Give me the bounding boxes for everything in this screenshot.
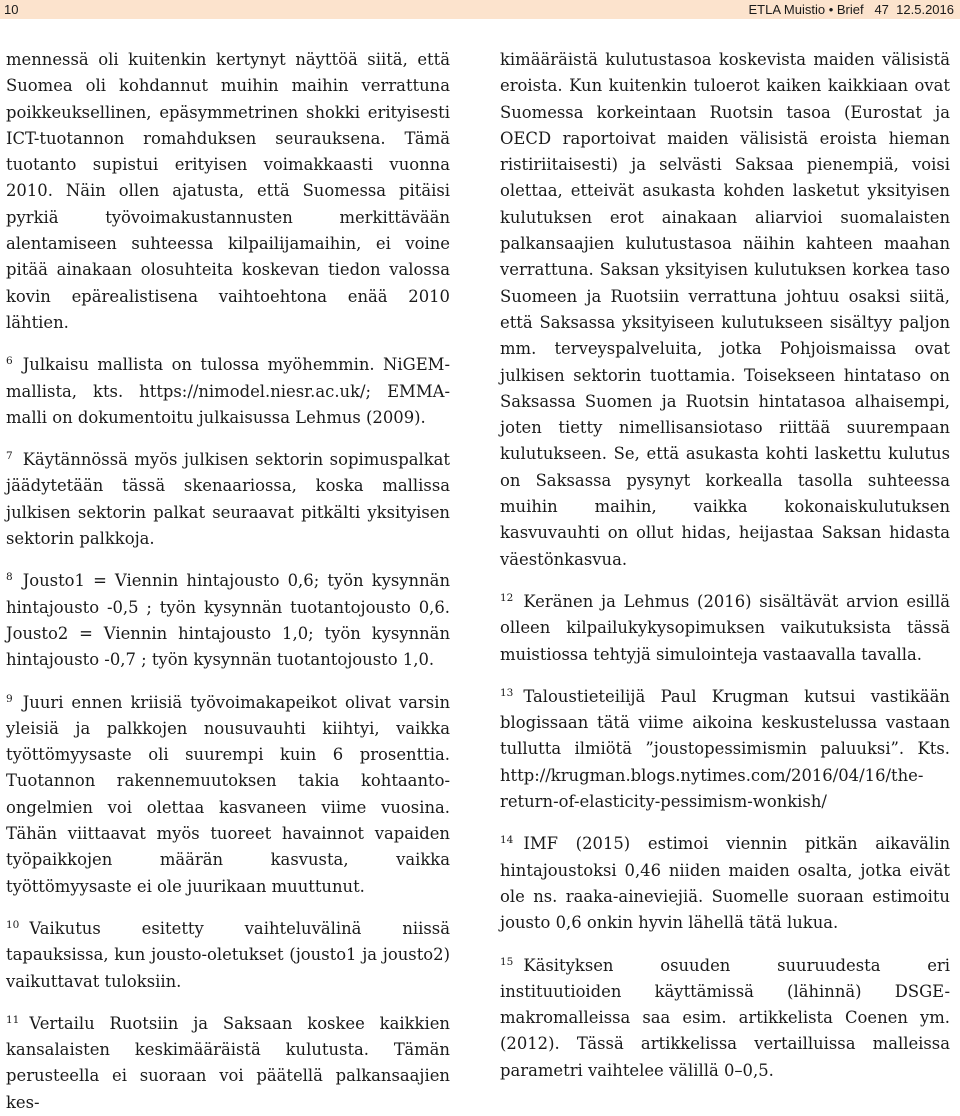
page-number: 10 — [4, 2, 19, 17]
footnote-13 — [500, 684, 950, 815]
publication-name: ETLA Muistio • Brief — [748, 2, 864, 17]
footnote-9 — [6, 690, 450, 900]
footnote-15 — [500, 953, 950, 1084]
right-column — [500, 47, 950, 1084]
footnote-text: Vertailu Ruotsiin ja Saksaan koskee kaikkien kansalaisten keskimääräistä kulutusta. Tämän perusteella ei suoraan voi päätellä palkansaajien kes- — [6, 1013, 450, 1112]
footnote-14 — [500, 831, 950, 936]
publication-date: 12.5.2016 — [896, 2, 954, 17]
footnote-number: 10 — [6, 918, 20, 931]
footnote-text: Käytännössä myös julkisen sektorin sopimuspalkat jäädytetään tässä skenaariossa, koska mallissa julkisen sektorin palkat seuraavat pitkälti yksityisen sektorin palkkoja. — [6, 450, 450, 549]
footnote-text: Juuri ennen kriisiä työvoimakapeikot olivat varsin yleisiä ja palkkojen nousuvauhti kiihtyi, vaikka työttömyysaste oli suurempi kuin 6 prosenttia. Tuotannon rakennemuutoksen takia kohtaanto-ongelmien voi olettaa kasvaneen viime vuosina. Tähän viittaavat myös tuoreet havainnot vapaiden työpaikkojen määrän kasvusta, vaikka työttömyysaste ei ole juurikaan muuttunut. — [6, 692, 450, 896]
body-paragraph: mennessä oli kuitenkin kertynyt näyttöä siitä, että Suomea oli kohdannut muihin maihin verrattuna poikkeuksellinen, epäsymmetrinen shokki erityisesti ICT-tuotannon romahduksen seurauksena. Tämä tuotanto supistui erityisen voimakkaasti vuonna 2010. Näin ollen ajatusta, että Suomessa pitäisi pyrkiä työvoimakustannusten merkittävään alentamiseen suhteessa kilpailijamaihin, ei voine pitää ainakaan olosuhteita koskevan tiedon valossa kovin epärealistisena vaihtoehtona enää 2010 lähtien. — [6, 50, 450, 332]
footnote-text: Käsityksen osuuden suuruudesta eri instituutioiden käyttämissä (lähinnä) DSGE-makromalleissa saa esim. artikkelista Coenen ym. (2012). Tässä artikkelissa vertailluissa malleissa parametri vaihtelee välillä 0–0,5. — [500, 955, 950, 1080]
footnote-number: 6 — [6, 355, 13, 368]
footnote-text: IMF (2015) estimoi viennin pitkän aikavälin hintajoustoksi 0,46 niiden maiden osalta, jotka eivät ole ns. raaka-aineviejiä. Suomelle suoraan estimoitu jousto 0,6 onkin hyvin lähellä tätä lukua. — [500, 834, 950, 933]
footnote-number: 13 — [500, 686, 514, 699]
footnote-number: 8 — [6, 571, 13, 584]
footnote-8 — [6, 568, 450, 673]
footnote-11 — [6, 1011, 450, 1116]
footnote-number: 11 — [6, 1013, 20, 1026]
footnote-text: Taloustieteilijä Paul Krugman kutsui vastikään blogissaan tätä viime aikoina keskustelussa vastaan tullutta ilmiötä ”joustopessimismin paluuksi”. Kts. http://krugman.blogs.nytimes.com/2016/04/16/the-return-of-elasticity-pessimism-wonkish/ — [500, 686, 950, 812]
footnote-number: 14 — [500, 834, 514, 847]
footnote-7 — [6, 447, 450, 552]
page-header — [0, 0, 960, 19]
footnote-10 — [6, 916, 450, 995]
footnote-number: 7 — [6, 450, 13, 463]
publication-info — [749, 2, 954, 17]
footnote-6 — [6, 352, 450, 431]
issue-number: 47 — [874, 2, 889, 17]
footnote-number: 9 — [6, 692, 13, 705]
footnote-text: Vaikutus esitetty vaihteluvälinä niissä tapauksissa, kun jousto-oletukset (jousto1 ja jousto2) vaikuttavat tuloksiin. — [6, 918, 450, 991]
footnote-12 — [500, 589, 950, 668]
footnote-text: Keränen ja Lehmus (2016) sisältävät arvion esillä olleen kilpailukykysopimuksen vaikutuksista tässä muistiossa tehtyjä simulointeja vastaavalla tavalla. — [500, 591, 950, 664]
footnote-number: 15 — [500, 955, 514, 968]
footnote-text: Julkaisu mallista on tulossa myöhemmin. NiGEM-mallista, kts. https://nimodel.niesr.ac.uk/; EMMA-malli on dokumentoitu julkaisussa Lehmus (2009). — [6, 355, 450, 427]
footnote-number: 12 — [500, 591, 514, 604]
footnote-11-continuation: kimääräistä kulutustasoa koskevista maiden välisistä eroista. Kun kuitenkin tuloerot kaiken kaikkiaan ovat Suomessa korkeintaan Ruotsin tasoa (Eurostat ja OECD raportoivat maiden välisistä eroista hieman ristiriitaisesti) ja selvästi Saksaa pienempiä, voisi olettaa, etteivät asukasta kohden lasketut yksityisen kulutuksen erot ainakaan aliarvioi suomalaisten palkansaajien kulutustasoa näihin kahteen maahan verrattuna. Saksan yksityisen kulutuksen korkea taso Suomeen ja Ruotsiin verrattuna johtuu osaksi siitä, että Saksassa yksityiseen kulutukseen sisältyy paljon mm. terveyspalveluita, jotka Pohjoismaissa ovat julkisen sektorin tuottamia. Toisekseen hintataso on Saksassa Suomen ja Ruotsin hintatasoa alhaisempi, joten tietty nimellisansiotaso riittää suurempaan kulutukseen. Se, että asukasta kohti laskettu kulutus on Saksassa pysynyt korkealla tasolla suhteessa muihin maihin, vaikka kokonaiskulutuksen kasvuvauhti on ollut hidas, heijastaa Saksan hidasta väestönkasvua. — [500, 50, 950, 569]
left-column — [6, 47, 450, 1116]
footnote-text: Jousto1 = Viennin hintajousto 0,6; työn kysynnän hintajousto -0,5 ; työn kysynnän tuotantojousto 0,6. Jousto2 = Viennin hintajousto 1,0; työn kysynnän hintajousto -0,7 ; työn kysynnän tuotantojousto 1,0. — [6, 571, 450, 670]
